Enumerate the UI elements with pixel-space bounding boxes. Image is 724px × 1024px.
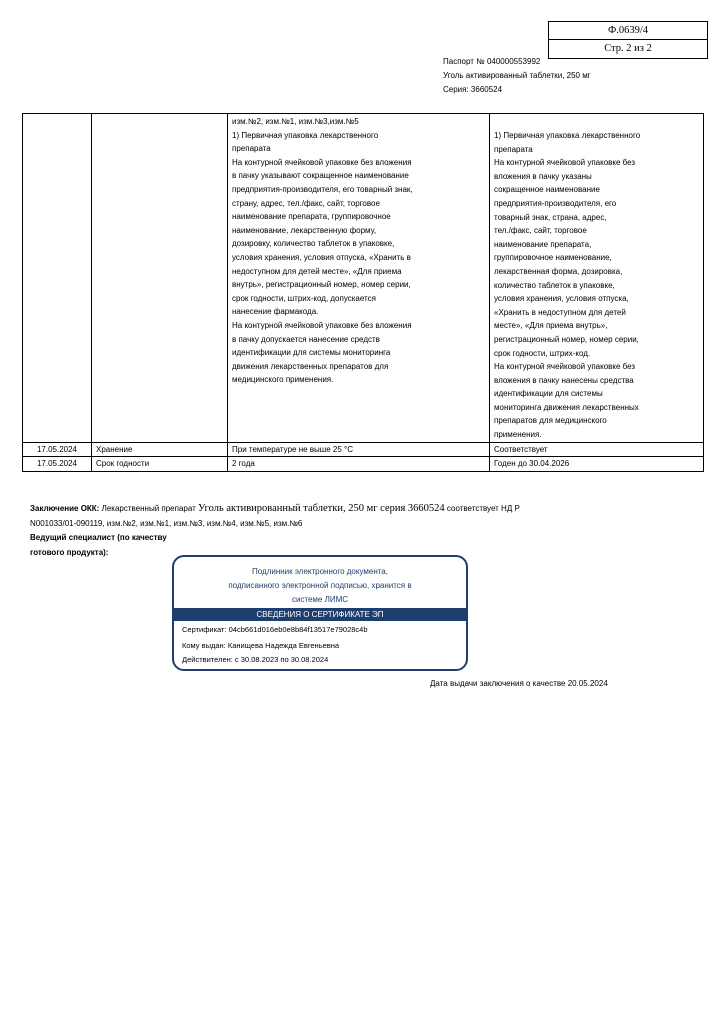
conclusion [30, 501, 590, 531]
row-date [23, 114, 92, 443]
table-row [23, 457, 704, 472]
row-param: Срок годности [92, 457, 228, 472]
table-row [23, 442, 704, 457]
row-requirement: изм.№2, изм.№1, изм.№3,изм.№5 1) Первичная упаковка лекарственного препарата На контурной ячейковой упаковке без вложения в пачку указывают сокращенное наименование предприятия-производителя, его товарный знак, страну, адрес, тел./факс, сайт, торговое наименование препарата, группировочное наименование, лекарственную форму, дозировку, количество таблеток в упаковке, условия хранения, условия отпуска, «Хранить в недоступном для детей месте», «Для приема внутрь», регистрационный номер, номер серии, срок годности, штрих-код, допускается нанесение фармакода. На контурной ячейковой упаковке без вложения в пачку допускается нанесение средств идентификации для системы мониторинга движения лекарственных препаратов для медицинского применения. [228, 114, 490, 443]
row-date: 17.05.2024 [23, 442, 92, 457]
row-result: Годен до 30.04.2026 [490, 457, 704, 472]
electronic-signature-stamp [172, 555, 468, 671]
form-code: Ф.0639/4 [549, 22, 707, 40]
stamp-intro [174, 565, 466, 607]
specialist-line2: готового продукта): [30, 548, 109, 557]
row-requirement: 2 года [228, 457, 490, 472]
row-result: 1) Первичная упаковка лекарственного препарата На контурной ячейковой упаковке без вложения в пачку указаны сокращенное наименование предприятия-производителя, его товарный знак, страна, адрес, тел./факс, сайт, торговое наименование препарата, группировочное наименование, лекарственная форма, дозировка, количество таблеток в упаковке, условия хранения, условия отпуска, «Хранить в недоступном для детей месте», «Для приема внутрь», регистрационный номер, номер серии, срок годности, штрих-код. На контурной ячейковой упаковке без вложения в пачку нанесены средства идентификации для системы мониторинга движения лекарственных препаратов для медицинского применения. [490, 114, 704, 443]
specialist-label [30, 530, 167, 560]
quality-table [22, 113, 704, 472]
conclusion-label: Заключение ОКК: [30, 504, 100, 513]
stamp-issued-to: Кому выдан: Канищева Надежда Евгеньевна [182, 641, 340, 650]
table-row [23, 114, 704, 443]
conclusion-verdict: соответствует НД Р [446, 504, 520, 513]
product-name: Уголь активированный таблетки, 250 мг [443, 71, 591, 80]
row-date: 17.05.2024 [23, 457, 92, 472]
row-requirement: При температуре не выше 25 °С [228, 442, 490, 457]
form-code-box [548, 21, 708, 59]
issue-date: Дата выдачи заключения о качестве 20.05.2024 [430, 679, 608, 688]
series-number: Серия: 3660524 [443, 85, 503, 94]
stamp-header-bar: СВЕДЕНИЯ О СЕРТИФИКАТЕ ЭП [174, 608, 466, 621]
passport-number: Паспорт № 040000553992 [443, 57, 541, 66]
stamp-validity: Действителен: с 30.08.2023 по 30.08.2024 [182, 655, 329, 664]
row-result: Соответствует [490, 442, 704, 457]
conclusion-product: Уголь активированный таблетки, 250 мг серия 3660524 [198, 503, 445, 514]
stamp-certificate: Сертификат: 04cb661d016eb0e8b84f13517e79028c4b [182, 625, 368, 634]
conclusion-nd: N001033/01-090119, изм.№2, изм.№1, изм.№3, изм.№4, изм.№5, изм.№6 [30, 519, 303, 528]
conclusion-text: Лекарственный препарат [101, 504, 196, 513]
row-param: Хранение [92, 442, 228, 457]
specialist-line1: Ведущий специалист (по качеству [30, 533, 167, 542]
stamp-line3: системе ЛИМС [291, 595, 349, 604]
row-param [92, 114, 228, 443]
stamp-line1: Подлинник электронного документа, [252, 567, 388, 576]
page-number: Стр. 2 из 2 [604, 43, 652, 54]
stamp-line2: подписанного электронной подписью, хранится в [228, 581, 412, 590]
